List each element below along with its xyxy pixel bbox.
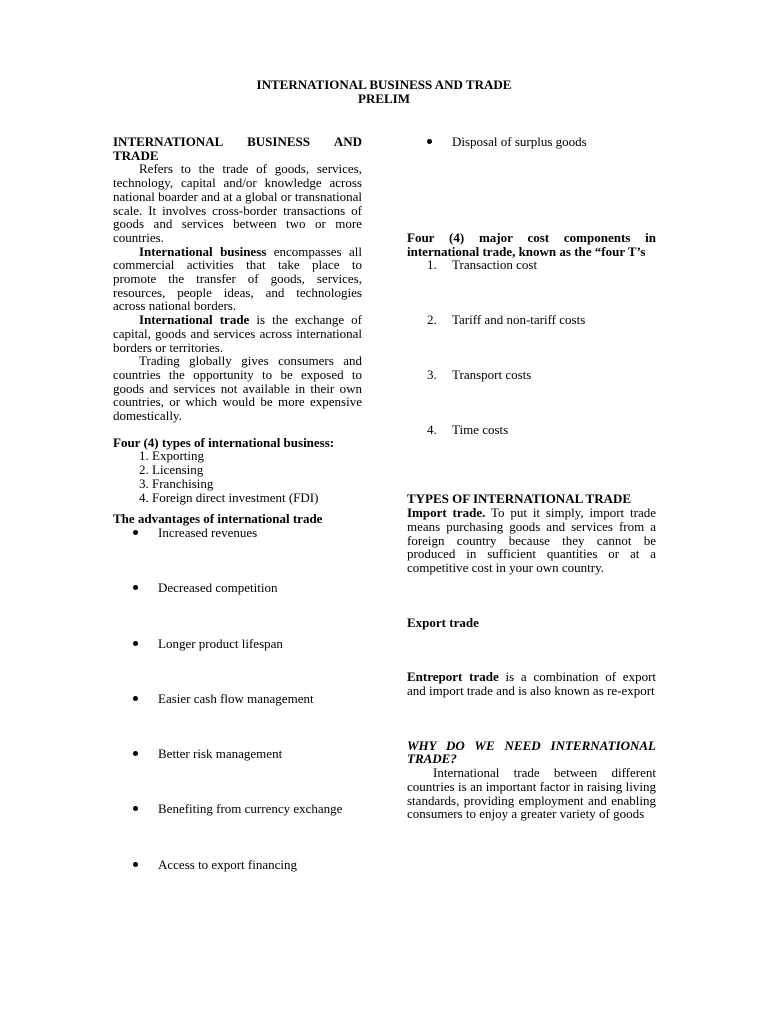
list-item-label: Disposal of surplus goods [452, 134, 587, 149]
list-item [113, 637, 362, 651]
document-subtitle: PRELIM [358, 91, 410, 106]
entreport-trade-term: Entreport trade [407, 669, 499, 685]
trading-globally-paragraph: Trading globally gives consumers and countries the opportunity to be exposed to goods and services not available in their own countries, or which would be more expensive domestically. [113, 353, 362, 424]
bullet-icon [133, 696, 138, 701]
left-column [113, 135, 362, 872]
list-item: 4. Foreign direct investment (FDI) [139, 490, 319, 506]
why-trade-paragraph: International trade between different countries is an important factor in raising living standards, providing employment and enabling consumers to enjoy a greater variety of goods [407, 765, 656, 822]
bullet-icon [427, 139, 432, 144]
export-trade-heading: Export trade [407, 614, 479, 630]
cost-components-list [407, 258, 656, 437]
types-of-business-heading: Four (4) types of international business: [113, 434, 335, 450]
bullet-icon [133, 641, 138, 646]
list-item: 2. Licensing [139, 462, 204, 478]
why-trade-heading: WHY DO WE NEED INTERNATIONAL TRADE? [407, 737, 656, 767]
list-item [407, 423, 656, 437]
list-item-label: Easier cash flow management [158, 691, 314, 707]
international-trade-term: International trade [139, 312, 250, 328]
list-item [407, 368, 656, 382]
list-item [113, 581, 362, 595]
import-trade-term: Import trade. [407, 505, 486, 521]
bullet-icon [133, 585, 138, 590]
import-trade-paragraph [407, 506, 656, 575]
bullet-icon [133, 806, 138, 811]
advantages-list [113, 526, 362, 872]
list-item-label: Tariff and non-tariff costs [452, 312, 586, 328]
bullet-icon [133, 530, 138, 535]
list-item-label: Transaction cost [452, 257, 538, 273]
list-item-label: Transport costs [452, 367, 532, 383]
top-bullet-list [407, 135, 656, 149]
international-business-term: International business [139, 243, 267, 259]
international-trade-paragraph [113, 313, 362, 354]
list-item [407, 258, 656, 272]
list-item: 1. Exporting [139, 448, 204, 464]
list-item [113, 858, 362, 872]
list-number: 2. [427, 312, 437, 328]
right-column [407, 135, 656, 821]
list-item [407, 313, 656, 327]
types-of-trade-heading: TYPES OF INTERNATIONAL TRADE [407, 491, 632, 507]
international-trade-text: is the exchange of capital, goods and services across international borders or territories. [113, 312, 362, 355]
import-trade-text: To put it simply, import trade means purchasing goods and services from a foreign country because they cannot be produced in sufficient quantities or at a competitive cost in your own country. [407, 505, 656, 575]
bullet-icon [133, 751, 138, 756]
intro-paragraph: Refers to the trade of goods, services, technology, capital and/or knowledge across national boarder and at a global or transnational scale. It involves cross-border transactions of goods and services between two or more countries. [113, 161, 362, 245]
list-item-label: Access to export financing [158, 857, 297, 873]
list-item-label: Increased revenues [158, 525, 258, 541]
list-item-label: Decreased competition [158, 580, 278, 596]
list-number: 1. [427, 257, 437, 273]
types-of-business-list [113, 449, 362, 505]
list-item: 3. Franchising [139, 476, 214, 492]
list-item-label: Better risk management [158, 746, 283, 762]
list-number: 4. [427, 422, 437, 438]
list-item [113, 802, 362, 816]
document-title: INTERNATIONAL BUSINESS AND TRADE [256, 77, 512, 92]
list-item [113, 692, 362, 706]
list-item-label: Time costs [452, 422, 509, 438]
document-header [0, 78, 768, 106]
list-item [407, 135, 656, 149]
list-item-label: Benefiting from currency exchange [158, 801, 343, 817]
international-business-paragraph [113, 245, 362, 314]
list-item-label: Longer product lifespan [158, 636, 283, 652]
list-number: 3. [427, 367, 437, 383]
international-business-text: encompasses all commercial activities that take place to promote the transfer of goods, services, resources, people ideas, and technologies across national borders. [113, 243, 362, 314]
bullet-icon [133, 862, 138, 867]
cost-components-heading: Four (4) major cost components in international trade, known as the “four T’s [407, 230, 656, 259]
list-item [113, 526, 362, 540]
entreport-trade-text: is a combination of export and import trade and is also known as re-export [407, 669, 657, 699]
list-item [113, 747, 362, 761]
section-title-international-business: INTERNATIONAL BUSINESS AND TRADE [113, 134, 362, 163]
entreport-trade-paragraph [407, 670, 656, 697]
advantages-heading: The advantages of international trade [113, 511, 323, 527]
